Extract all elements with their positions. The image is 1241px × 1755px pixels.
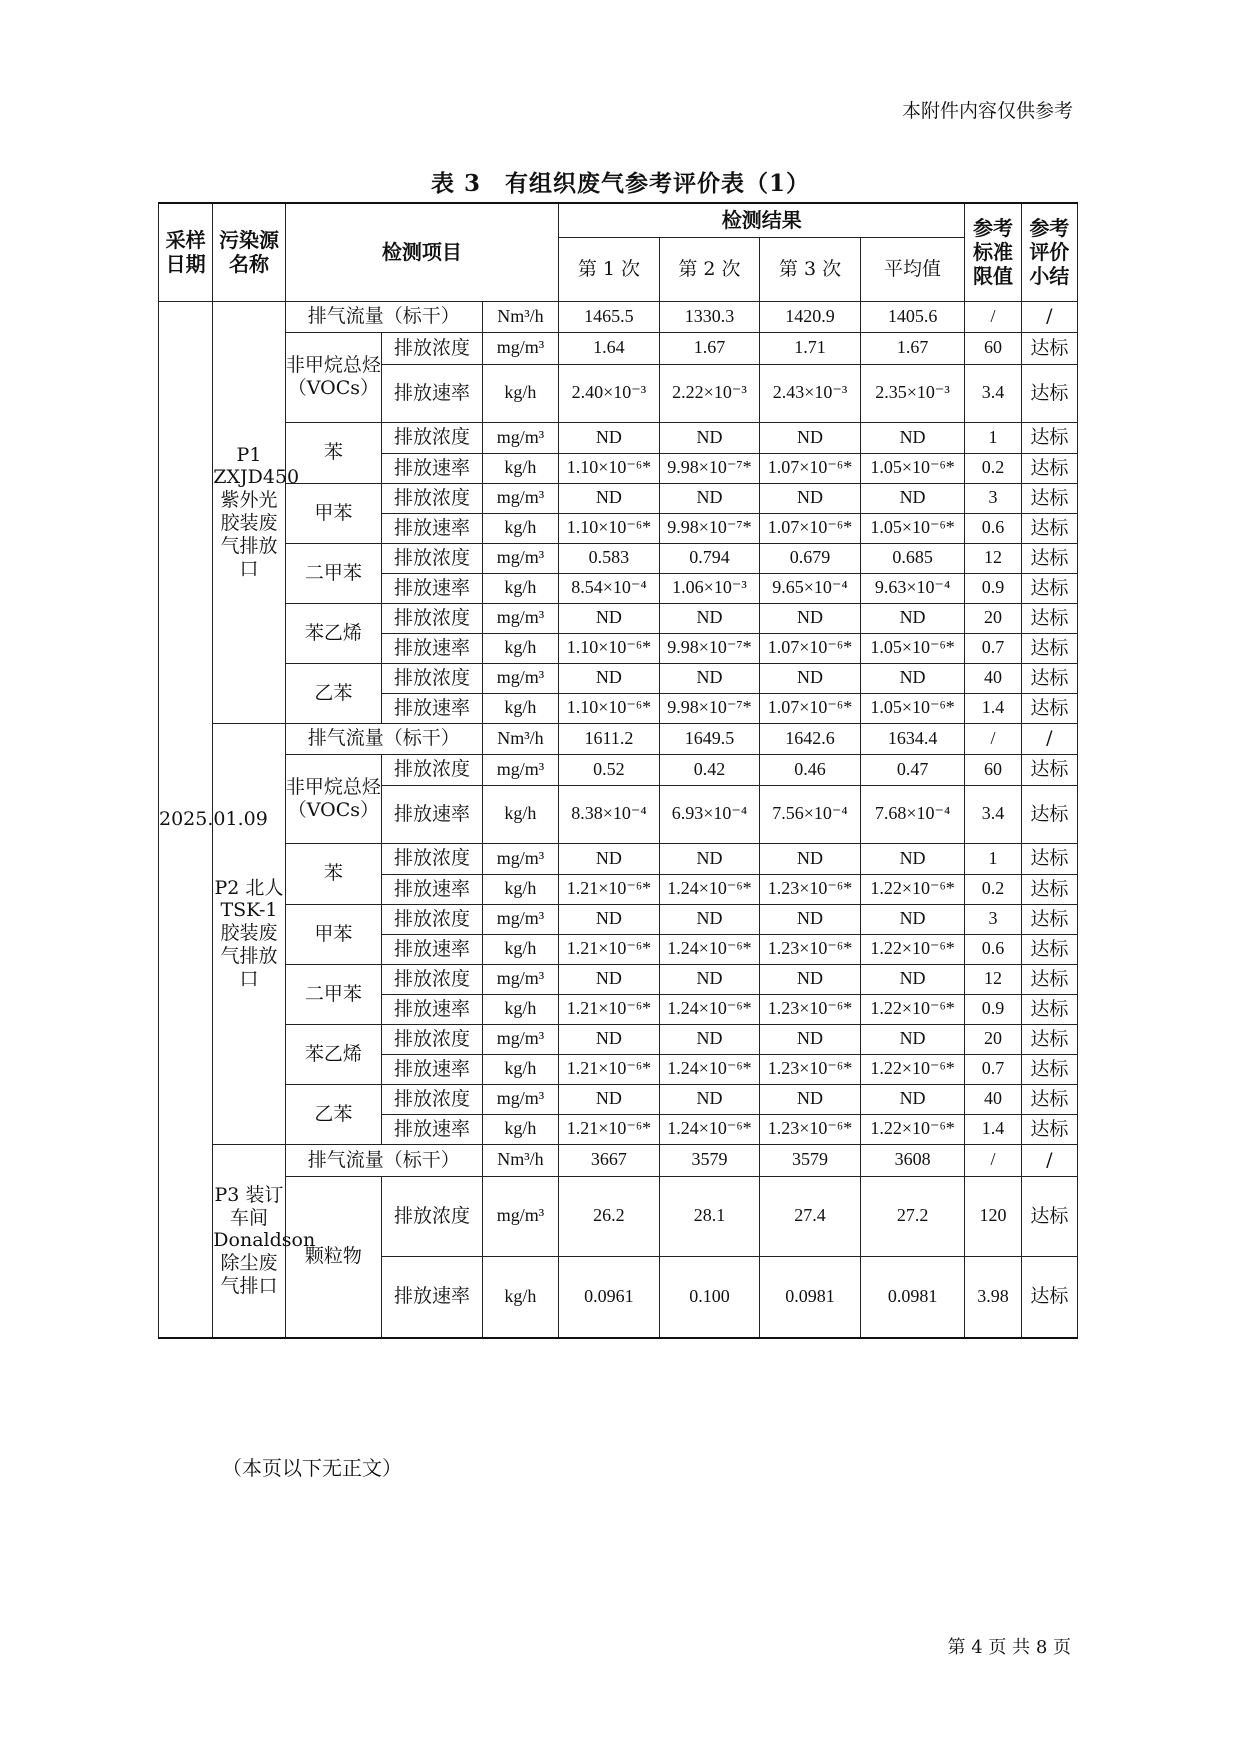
table-row: [159, 1084, 1078, 1114]
limit-cell: 0.6: [965, 513, 1021, 543]
limit-cell: 60: [965, 754, 1021, 785]
footer-note: （本页以下无正文）: [222, 1456, 402, 1480]
value-cell: ND: [559, 603, 660, 633]
limit-cell: 1.4: [965, 693, 1021, 723]
result-cell: 达标: [1021, 934, 1077, 964]
limit-cell: /: [965, 723, 1021, 754]
table-row: [159, 754, 1078, 785]
value-cell: 1.22×10⁻⁶*: [860, 994, 965, 1024]
value-cell: 27.4: [760, 1176, 861, 1256]
unit-cell: kg/h: [482, 1256, 558, 1338]
pollutant-name-cell: 苯乙烯: [285, 1024, 382, 1084]
value-cell: 0.685: [860, 543, 965, 573]
limit-cell: 3: [965, 904, 1021, 934]
unit-cell: mg/m³: [482, 603, 558, 633]
value-cell: 1.07×10⁻⁶*: [760, 453, 861, 483]
value-cell: ND: [760, 964, 861, 994]
result-cell: 达标: [1021, 543, 1077, 573]
header-source: 污染源名称: [213, 203, 285, 301]
result-cell: 达标: [1021, 1054, 1077, 1084]
header-note: 本附件内容仅供参考: [901, 100, 1073, 122]
unit-cell: kg/h: [482, 785, 558, 843]
value-cell: 2.40×10⁻³: [559, 364, 660, 422]
parameter-cell: 排放浓度: [382, 603, 483, 633]
value-cell: 1.21×10⁻⁶*: [559, 874, 660, 904]
unit-cell: kg/h: [482, 453, 558, 483]
pollutant-name-cell: 苯: [285, 843, 382, 904]
parameter-cell: 排放速率: [382, 1054, 483, 1084]
value-cell: 0.52: [559, 754, 660, 785]
parameter-cell: 排放浓度: [382, 332, 483, 364]
value-cell: 1.05×10⁻⁶*: [860, 513, 965, 543]
header-conclusion: 参考评价小结: [1021, 203, 1077, 301]
result-cell: 达标: [1021, 513, 1077, 543]
value-cell: 0.0981: [760, 1256, 861, 1338]
header-date: 采样日期: [159, 203, 213, 301]
value-cell: ND: [659, 843, 760, 874]
value-cell: 9.98×10⁻⁷*: [659, 633, 760, 663]
parameter-cell: 排放浓度: [382, 663, 483, 693]
value-cell: ND: [559, 1024, 660, 1054]
result-cell: 达标: [1021, 754, 1077, 785]
value-cell: 1642.6: [760, 723, 861, 754]
result-cell: 达标: [1021, 573, 1077, 603]
result-cell: 达标: [1021, 1256, 1077, 1338]
value-cell: 26.2: [559, 1176, 660, 1256]
value-cell: 1.07×10⁻⁶*: [760, 633, 861, 663]
value-cell: ND: [860, 964, 965, 994]
pollutant-name-cell: 乙苯: [285, 663, 382, 723]
value-cell: 1330.3: [659, 301, 760, 332]
value-cell: 28.1: [659, 1176, 760, 1256]
value-cell: 1.10×10⁻⁶*: [559, 513, 660, 543]
source-name-cell: P3 装订车间 Donaldson 除尘废气排口: [213, 1144, 285, 1338]
table-title: 表 3 有组织废气参考评价表（1）: [430, 170, 810, 197]
limit-cell: 120: [965, 1176, 1021, 1256]
unit-cell: kg/h: [482, 633, 558, 663]
value-cell: 1.23×10⁻⁶*: [760, 1114, 861, 1144]
table-row: [159, 332, 1078, 364]
limit-cell: 1.4: [965, 1114, 1021, 1144]
parameter-cell: 排放速率: [382, 693, 483, 723]
value-cell: ND: [659, 904, 760, 934]
limit-cell: 40: [965, 663, 1021, 693]
value-cell: 0.100: [659, 1256, 760, 1338]
limit-cell: 0.7: [965, 633, 1021, 663]
value-cell: 1.24×10⁻⁶*: [659, 1114, 760, 1144]
header-results: 检测结果: [559, 203, 965, 237]
value-cell: 1.05×10⁻⁶*: [860, 453, 965, 483]
value-cell: 7.68×10⁻⁴: [860, 785, 965, 843]
result-cell: 达标: [1021, 483, 1077, 513]
limit-cell: 20: [965, 603, 1021, 633]
value-cell: 0.583: [559, 543, 660, 573]
unit-cell: kg/h: [482, 693, 558, 723]
value-cell: ND: [659, 483, 760, 513]
value-cell: 3579: [659, 1144, 760, 1176]
value-cell: 1649.5: [659, 723, 760, 754]
value-cell: 9.98×10⁻⁷*: [659, 453, 760, 483]
unit-cell: kg/h: [482, 1114, 558, 1144]
limit-cell: 0.7: [965, 1054, 1021, 1084]
table-row: [159, 1024, 1078, 1054]
result-cell: 达标: [1021, 603, 1077, 633]
limit-cell: 0.6: [965, 934, 1021, 964]
unit-cell: kg/h: [482, 573, 558, 603]
value-cell: 2.43×10⁻³: [760, 364, 861, 422]
value-cell: 1.22×10⁻⁶*: [860, 1054, 965, 1084]
result-cell: 达标: [1021, 693, 1077, 723]
unit-cell: Nm³/h: [482, 1144, 558, 1176]
limit-cell: 60: [965, 332, 1021, 364]
value-cell: ND: [659, 964, 760, 994]
source-name-cell: P1 ZXJD450 紫外光胶装废气排放口: [213, 301, 285, 723]
parameter-cell: 排放浓度: [382, 1084, 483, 1114]
parameter-cell: 排放速率: [382, 453, 483, 483]
parameter-cell: 排放速率: [382, 934, 483, 964]
limit-cell: 1: [965, 843, 1021, 874]
table-row: [159, 301, 1078, 332]
value-cell: ND: [659, 1084, 760, 1114]
limit-cell: 1: [965, 422, 1021, 453]
unit-cell: mg/m³: [482, 904, 558, 934]
value-cell: 1.07×10⁻⁶*: [760, 693, 861, 723]
value-cell: ND: [760, 904, 861, 934]
value-cell: 1.10×10⁻⁶*: [559, 453, 660, 483]
unit-cell: kg/h: [482, 934, 558, 964]
result-cell: 达标: [1021, 1114, 1077, 1144]
result-cell: 达标: [1021, 964, 1077, 994]
value-cell: 7.56×10⁻⁴: [760, 785, 861, 843]
flow-label-cell: 排气流量（标干）: [285, 301, 482, 332]
value-cell: ND: [559, 422, 660, 453]
value-cell: 1.24×10⁻⁶*: [659, 994, 760, 1024]
table-row: [159, 603, 1078, 633]
value-cell: 6.93×10⁻⁴: [659, 785, 760, 843]
unit-cell: mg/m³: [482, 964, 558, 994]
value-cell: 1.10×10⁻⁶*: [559, 633, 660, 663]
value-cell: 1.21×10⁻⁶*: [559, 1114, 660, 1144]
parameter-cell: 排放速率: [382, 1256, 483, 1338]
result-cell: /: [1021, 723, 1077, 754]
parameter-cell: 排放浓度: [382, 483, 483, 513]
value-cell: 1.21×10⁻⁶*: [559, 994, 660, 1024]
parameter-cell: 排放浓度: [382, 964, 483, 994]
value-cell: ND: [559, 483, 660, 513]
result-cell: /: [1021, 301, 1077, 332]
value-cell: ND: [559, 964, 660, 994]
value-cell: 0.794: [659, 543, 760, 573]
pollutant-name-cell: 二甲苯: [285, 543, 382, 603]
value-cell: 9.98×10⁻⁷*: [659, 513, 760, 543]
unit-cell: mg/m³: [482, 663, 558, 693]
header-run2: 第 2 次: [659, 237, 760, 301]
parameter-cell: 排放浓度: [382, 543, 483, 573]
header-limit: 参考标准限值: [965, 203, 1021, 301]
pollutant-name-cell: 非甲烷总烃（VOCs）: [285, 754, 382, 843]
value-cell: ND: [760, 603, 861, 633]
unit-cell: mg/m³: [482, 843, 558, 874]
result-cell: 达标: [1021, 1024, 1077, 1054]
value-cell: ND: [860, 1084, 965, 1114]
value-cell: 9.63×10⁻⁴: [860, 573, 965, 603]
pollutant-name-cell: 甲苯: [285, 904, 382, 964]
value-cell: 1.24×10⁻⁶*: [659, 1054, 760, 1084]
result-cell: 达标: [1021, 904, 1077, 934]
table-row: [159, 422, 1078, 453]
limit-cell: 40: [965, 1084, 1021, 1114]
value-cell: 0.46: [760, 754, 861, 785]
pollutant-name-cell: 乙苯: [285, 1084, 382, 1144]
value-cell: 1.23×10⁻⁶*: [760, 874, 861, 904]
unit-cell: kg/h: [482, 513, 558, 543]
flow-label-cell: 排气流量（标干）: [285, 723, 482, 754]
value-cell: 0.679: [760, 543, 861, 573]
sampling-date-cell: 2025.01.09: [159, 301, 213, 1338]
pollutant-name-cell: 甲苯: [285, 483, 382, 543]
value-cell: ND: [760, 483, 861, 513]
parameter-cell: 排放速率: [382, 994, 483, 1024]
result-cell: 达标: [1021, 994, 1077, 1024]
value-cell: ND: [659, 603, 760, 633]
value-cell: ND: [559, 663, 660, 693]
result-cell: 达标: [1021, 874, 1077, 904]
pollutant-name-cell: 颗粒物: [285, 1176, 382, 1338]
pollutant-name-cell: 苯乙烯: [285, 603, 382, 663]
table-row: [159, 964, 1078, 994]
value-cell: ND: [860, 663, 965, 693]
limit-cell: 0.9: [965, 573, 1021, 603]
parameter-cell: 排放速率: [382, 874, 483, 904]
limit-cell: 12: [965, 964, 1021, 994]
value-cell: ND: [860, 483, 965, 513]
value-cell: ND: [760, 843, 861, 874]
limit-cell: 12: [965, 543, 1021, 573]
result-cell: 达标: [1021, 1176, 1077, 1256]
value-cell: 2.22×10⁻³: [659, 364, 760, 422]
result-cell: 达标: [1021, 422, 1077, 453]
value-cell: 1634.4: [860, 723, 965, 754]
header-run3: 第 3 次: [760, 237, 861, 301]
unit-cell: Nm³/h: [482, 723, 558, 754]
unit-cell: mg/m³: [482, 543, 558, 573]
result-cell: 达标: [1021, 843, 1077, 874]
table-row: [159, 543, 1078, 573]
limit-cell: 0.2: [965, 453, 1021, 483]
result-cell: 达标: [1021, 633, 1077, 663]
parameter-cell: 排放浓度: [382, 422, 483, 453]
parameter-cell: 排放速率: [382, 513, 483, 543]
pollutant-name-cell: 非甲烷总烃（VOCs）: [285, 332, 382, 422]
value-cell: ND: [760, 1084, 861, 1114]
value-cell: ND: [559, 904, 660, 934]
unit-cell: kg/h: [482, 364, 558, 422]
parameter-cell: 排放速率: [382, 1114, 483, 1144]
value-cell: ND: [860, 603, 965, 633]
value-cell: 1465.5: [559, 301, 660, 332]
value-cell: 0.0961: [559, 1256, 660, 1338]
parameter-cell: 排放浓度: [382, 1024, 483, 1054]
parameter-cell: 排放速率: [382, 785, 483, 843]
value-cell: 1.24×10⁻⁶*: [659, 934, 760, 964]
value-cell: 3667: [559, 1144, 660, 1176]
value-cell: ND: [559, 843, 660, 874]
parameter-cell: 排放浓度: [382, 1176, 483, 1256]
parameter-cell: 排放浓度: [382, 904, 483, 934]
value-cell: 1.23×10⁻⁶*: [760, 1054, 861, 1084]
value-cell: ND: [860, 1024, 965, 1054]
value-cell: 1405.6: [860, 301, 965, 332]
value-cell: 1.71: [760, 332, 861, 364]
value-cell: ND: [659, 422, 760, 453]
limit-cell: 3.4: [965, 785, 1021, 843]
limit-cell: 3.4: [965, 364, 1021, 422]
page-number: 第 4 页 共 8 页: [947, 1637, 1071, 1658]
table-row: [159, 663, 1078, 693]
value-cell: 1.24×10⁻⁶*: [659, 874, 760, 904]
unit-cell: mg/m³: [482, 332, 558, 364]
value-cell: 1.07×10⁻⁶*: [760, 513, 861, 543]
unit-cell: mg/m³: [482, 754, 558, 785]
unit-cell: mg/m³: [482, 483, 558, 513]
limit-cell: 0.9: [965, 994, 1021, 1024]
result-cell: 达标: [1021, 332, 1077, 364]
parameter-cell: 排放速率: [382, 364, 483, 422]
value-cell: 0.0981: [860, 1256, 965, 1338]
unit-cell: mg/m³: [482, 1176, 558, 1256]
value-cell: 1.23×10⁻⁶*: [760, 934, 861, 964]
limit-cell: 20: [965, 1024, 1021, 1054]
value-cell: 1.05×10⁻⁶*: [860, 693, 965, 723]
result-cell: 达标: [1021, 785, 1077, 843]
value-cell: 1.21×10⁻⁶*: [559, 934, 660, 964]
limit-cell: 3: [965, 483, 1021, 513]
unit-cell: mg/m³: [482, 1084, 558, 1114]
limit-cell: /: [965, 301, 1021, 332]
value-cell: 9.65×10⁻⁴: [760, 573, 861, 603]
value-cell: 1.64: [559, 332, 660, 364]
result-cell: /: [1021, 1144, 1077, 1176]
value-cell: 9.98×10⁻⁷*: [659, 693, 760, 723]
result-cell: 达标: [1021, 1084, 1077, 1114]
value-cell: 1.67: [659, 332, 760, 364]
value-cell: 1.21×10⁻⁶*: [559, 1054, 660, 1084]
flow-label-cell: 排气流量（标干）: [285, 1144, 482, 1176]
table-row: [159, 1144, 1078, 1176]
unit-cell: kg/h: [482, 874, 558, 904]
value-cell: 1.22×10⁻⁶*: [860, 874, 965, 904]
parameter-cell: 排放速率: [382, 573, 483, 603]
parameter-cell: 排放速率: [382, 633, 483, 663]
value-cell: ND: [760, 1024, 861, 1054]
value-cell: 0.47: [860, 754, 965, 785]
value-cell: 1.06×10⁻³: [659, 573, 760, 603]
unit-cell: kg/h: [482, 994, 558, 1024]
value-cell: 1.05×10⁻⁶*: [860, 633, 965, 663]
value-cell: 1.10×10⁻⁶*: [559, 693, 660, 723]
value-cell: 27.2: [860, 1176, 965, 1256]
value-cell: 1.22×10⁻⁶*: [860, 1114, 965, 1144]
header-item: 检测项目: [285, 203, 558, 301]
value-cell: ND: [860, 422, 965, 453]
table-row: [159, 723, 1078, 754]
unit-cell: Nm³/h: [482, 301, 558, 332]
value-cell: ND: [659, 663, 760, 693]
evaluation-table: [158, 202, 1078, 1339]
value-cell: ND: [760, 422, 861, 453]
value-cell: 1.23×10⁻⁶*: [760, 994, 861, 1024]
parameter-cell: 排放浓度: [382, 843, 483, 874]
limit-cell: 3.98: [965, 1256, 1021, 1338]
value-cell: 8.54×10⁻⁴: [559, 573, 660, 603]
value-cell: 1420.9: [760, 301, 861, 332]
result-cell: 达标: [1021, 453, 1077, 483]
value-cell: ND: [860, 904, 965, 934]
result-cell: 达标: [1021, 663, 1077, 693]
table-row: [159, 904, 1078, 934]
value-cell: ND: [760, 663, 861, 693]
limit-cell: /: [965, 1144, 1021, 1176]
value-cell: 2.35×10⁻³: [860, 364, 965, 422]
unit-cell: mg/m³: [482, 1024, 558, 1054]
header-run1: 第 1 次: [559, 237, 660, 301]
source-name-cell: P2 北人 TSK-1 胶装废气排放口: [213, 723, 285, 1144]
result-cell: 达标: [1021, 364, 1077, 422]
value-cell: 1.67: [860, 332, 965, 364]
value-cell: 1611.2: [559, 723, 660, 754]
table-row: [159, 843, 1078, 874]
value-cell: ND: [659, 1024, 760, 1054]
unit-cell: mg/m³: [482, 422, 558, 453]
header-avg: 平均值: [860, 237, 965, 301]
limit-cell: 0.2: [965, 874, 1021, 904]
value-cell: 3579: [760, 1144, 861, 1176]
pollutant-name-cell: 二甲苯: [285, 964, 382, 1024]
value-cell: ND: [559, 1084, 660, 1114]
value-cell: 0.42: [659, 754, 760, 785]
pollutant-name-cell: 苯: [285, 422, 382, 483]
value-cell: 8.38×10⁻⁴: [559, 785, 660, 843]
value-cell: 3608: [860, 1144, 965, 1176]
parameter-cell: 排放浓度: [382, 754, 483, 785]
value-cell: ND: [860, 843, 965, 874]
value-cell: 1.22×10⁻⁶*: [860, 934, 965, 964]
unit-cell: kg/h: [482, 1054, 558, 1084]
